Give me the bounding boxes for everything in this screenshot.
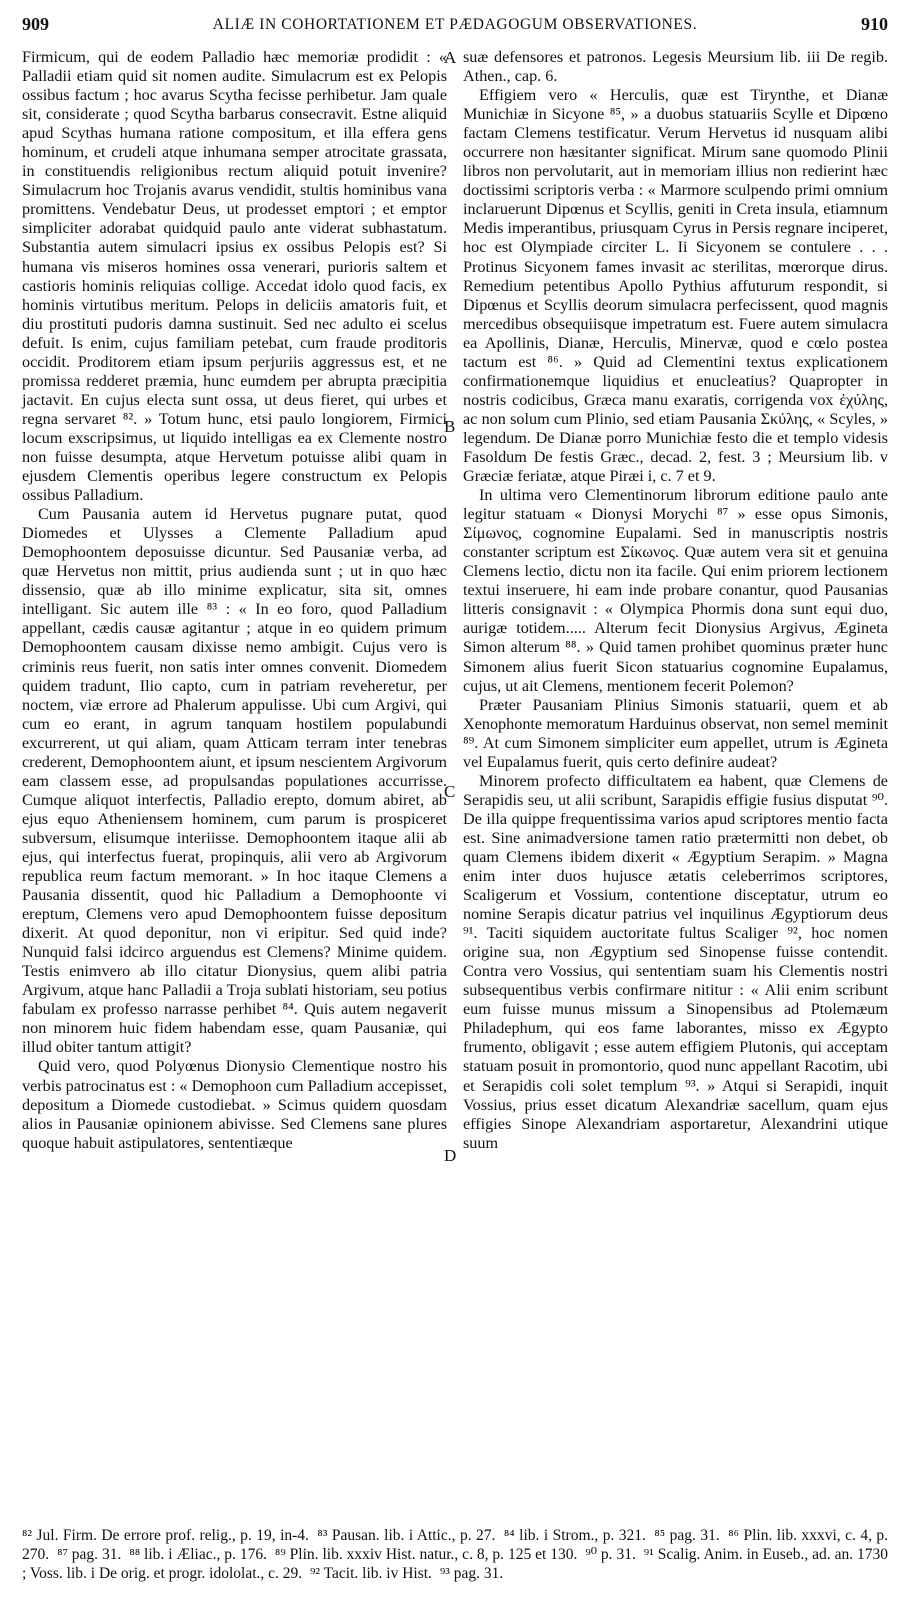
paragraph: Minorem profecto difficultatem ea habent, quæ Clemens de Serapidis seu, ut alii scribunt, Sarapidis effigie fusius disputat ⁹⁰. De illa quippe frequentissima varios apud scriptores mentio facta est. Sine animadversione tamen ratio prætermitti non debet, ob quam Clemens ibidem dixerit « Ægyptium Serapim. » Magna enim inter duos hujusce ætatis celeberrimos scriptores, Scaligerum et Vossium, contentione disceptatur, utrum eo nomine Serapis dicatur patrius vel inquilinus Ægyptiorum deus ⁹¹. Taciti siquidem auctoritate fultus Scaliger ⁹², hoc nomen origine sua, non Ægyptium sed Sinopense fuisse contendit. Contra vero Vossius, qui sententiam suam his Clementis nostri subsequentibus verbis confirmare nititur : « Alii enim scribunt eum fuisse munus missum a Sinopensibus ad Ptolemæum Philadephum, qui eos fame laborantes, misso ex Ægypto frumento, obligavit ; esse autem effigiem Plutonis, qui acceptam statuam posuit in promontorio, quod nunc appellant Racotim, ubi et Serapidis coli solet templum ⁹³. » Atqui si Serapidi, inquit Vossius, prius esset dicatum Alexandriæ sacellum, quam ejus effigies Sinope Alexandriam asportaretur, Alexandrini utique suum: [463, 771, 888, 1152]
paragraph: Effigiem vero « Herculis, quæ est Tirynthe, et Dianæ Munichiæ in Sicyone ⁸⁵, » a duobus statuariis Scylle et Dipœno factam Clemens testificatur. Verum Hervetus id nusquam alibi occurrere non hæsitanter significat. Mirum sane quomodo Plinii libros non pervolutarit, aut in memoriam illius non redierint hæc doctissimi scriptoris verba : « Marmore sculpendo primi omnium inclaruerunt Dipœnus et Scyllis, geniti in Creta insula, etiamnum Medis imperantibus, priusquam Cyrus in Persis regnare inciperet, hoc est Olympiade circiter L. Ii Sicyonem se contulere . . . Protinus Sicyonem fames invasit ac sterilitas, mœrorque dirus. Remedium petentibus Apollo Pythius affuturum respondit, si Dipœnus et Scyllis deorum simulacra perfecissent, quod magnis mercedibus obsequiisque impetratum est. Fuere autem simulacra ea Apollinis, Dianæ, Herculis, Minervæ, quod e cœlo postea tactum est ⁸⁶. » Quid ad Clementini textus explicationem confirmationemque liquidius et enucleatius? Quapropter in nostris codicibus, Græca manu exaratis, corrigenda vox ἐχύλης, ac non solum cum Plinio, sed etiam Pausania Σκύλης, « Scyles, » legendum. De Dianæ porro Munichiæ festo die et templo videsis Fasoldum De festis Græc., decad. 2, fest. 3 ; Meursium lib. v Græciæ feriatæ, atque Piræi i, c. 7 et 9.: [463, 86, 888, 486]
margin-letter-b: B: [444, 417, 456, 436]
footnote: ⁸⁴ lib. i Strom., p. 321.: [503, 1527, 646, 1544]
footnote: ⁸³ Pausan. lib. i Attic., p. 27.: [317, 1527, 496, 1544]
running-title: ALIÆ IN COHORTATIONEM ET PÆDAGOGUM OBSERVATIONES.: [212, 16, 698, 33]
margin-letter-a: A: [444, 48, 457, 67]
footnote: ⁸² Jul. Firm. De errore prof. relig., p. 19, in-4.: [22, 1527, 309, 1544]
footnote: ⁸⁷ pag. 31.: [57, 1546, 122, 1563]
margin-letter-d: D: [444, 1146, 457, 1165]
footnote: ⁸⁶ Plin. lib. xxxvi, c. 4, p. 270.: [22, 1527, 889, 1563]
page-number-right: 910: [861, 14, 888, 34]
footnote: ⁹³ pag. 31.: [439, 1565, 504, 1582]
paragraph: Præter Pausaniam Plinius Simonis statuarii, quem et ab Xenophonte memoratum Harduinus observat, non semel meminit ⁸⁹. At cum Simonem simpliciter eum appellet, utrum is Ægineta vel Eupalamus fuerit, quis certo definire audeat?: [463, 695, 888, 771]
footnote: ⁸⁵ pag. 31.: [654, 1527, 720, 1544]
paragraph: In ultima vero Clementinorum librorum editione paulo ante legitur statuam « Dionysi Morychi ⁸⁷ » esse opus Simonis, Σίμωνος, cognomine Eupalami. Sed in manuscriptis nostris constanter scriptum est Σίκωνος. Quæ autem vera sit et genuina Clemens lectio, dictu non ita facile. Qui enim priorem lectionem textui inseruere, hi eam inde probare conantur, quod Pausanias litteris consignavit : « Olympica Phormis dona sunt equi duo, aurigæ totidem..... Alterum fecit Dionysius Argivus, Ægineta Simon alterum ⁸⁸. » Quid tamen prohibet quominus præter hunc Simonem alius fuerit Sicon statuarius cognomine Eupalamus, cujus, ut ait Clemens, mentionem fecerit Polemon?: [463, 486, 888, 695]
footnote: ⁸⁹ Plin. lib. xxxiv Hist. natur., c. 8, p. 125 et 130.: [274, 1546, 578, 1563]
paragraph: Cum Pausania autem id Hervetus pugnare putat, quod Diomedes et Ulysses a Clemente Palladium apud Demophoontem deposuisse dicuntur. Sed Pausaniæ verba, ad quæ Hervetus non mittit, prius audienda sunt ; ut in quo hæc dissensio, quæ ab illo minime explicatur, sita sit, omnes intelligant. Sic autem ille ⁸³ : « In eo foro, quod Palladium appellant, cædis causæ agitantur ; atque in eo quidem primum Demophoontem causam dixisse nemo ambigit. Cujus vero is criminis reus fuerit, non satis inter omnes convenit. Diomedem quidem tradunt, Ilio capto, cum in patriam reveheretur, per noctem, viæ errore ad Phalerum appulisse. Ubi cum Argivi, qui cum eo erant, in agrum tanquam hostilem populabundi excurrerent, ut qui aliam, quam Atticam terram inter tenebras crederent, Demophoontem aiunt, et ipsum nescientem Argivorum eam classem esse, ad propulsandas populationes accurrisse. Cumque aliquot interfectis, Palladio erepto, domum abiret, ab ejus equo Atheniensem hominem, cum parum is prospiceret subversum, elisumque interiisse. Demophoontem itaque alii ab ejus, qui interfectus fuerat, propinquis, alii vero ab Argivorum republica reum factum memorant. » In hoc itaque Clemens a Pausania dissentit, quod hic Palladium a Demophoonte vi ereptum, Clemens vero apud Demophoontem fuisse depositum dixerit. At quod deponitur, non vi eripitur. Sed quid inde? Nunquid falsi idcirco arguendus est Clemens? Minime quidem. Testis enimvero ab illo citatur Dionysius, quem alibi patria Argivum, atque hanc Palladii a Troja sublati historiam, seu potius fabulam ex professo narrasse perhibet ⁸⁴. Quis autem negaverit non minorem huic fidem habendam esse, quam Pausaniæ, qui illud obiter tantum attigit?: [22, 505, 447, 1057]
footnote: ⁹⁰ p. 31.: [585, 1546, 636, 1563]
margin-letter-c: C: [444, 782, 456, 801]
page-number-left: 909: [22, 14, 49, 34]
paragraph: suæ defensores et patronos. Legesis Meursium lib. iii De regib. Athen., cap. 6.: [463, 48, 888, 86]
paragraph: Firmicum, qui de eodem Palladio hæc memoriæ prodidit : « Palladii etiam quid sit nomen audite. Simulacrum est ex Pelopis ossibus factum ; hoc avarus Scytha fecisse perhibetur. Jam quale sit, considerate ; quod Scytha barbarus consecravit. Estne aliquid apud Scythas humana ratione compositum, et illa effera gens hominum, et crudeli atque inhumana semper atrocitate grassata, in constituendis religionibus rectum aliquid potuit invenire? Simulacrum hoc Trojanis avarus vendidit, stultis hominibus vana promittens. Vendebatur Deus, ut prodesset emptori ; et emptor simpliciter adorabat quidquid paulo ante viderat subhastatum. Substantia autem simulacri ipsius ex ossibus Pelopis est? Si humana vis miseros homines ossa venerari, purioris saltem et castioris hominis reliquias collige. Accedat idolo quod facis, ex hominis virtutibus meritum. Pelops in deliciis amatoris fuit, et diu prostituti pudoris damna sustinuit. Sed nec adulto ei scelus defuit. Is enim, cujus familiam petebat, cum fraude proditoris occidit. Proditorem etiam ipsum perjuriis aggressus est, et ne promissa redderet præmia, hunc eumdem per abrupta præcipitia jactavit. En cujus electa sunt ossa, ut deus fieret, qui urbes et regna servaret ⁸². » Totum hunc, etsi paulo longiorem, Firmici locum exscripsimus, ut liquido intelligas ea ex Clemente nostro non fuisse desumpta, atque Hervetum potuisse alibi quam in ejusdem Clementis operibus legere constructum ex Pelopis ossibus Palladium.: [22, 48, 447, 505]
footnotes: [22, 1526, 888, 1583]
paragraph: Quid vero, quod Polyœnus Dionysio Clementique nostro his verbis patrocinatus est : « Demophoon cum Palladium accepisset, depositum a Diomede custodiebat. » Scimus quidem quosdam alios in Pausaniæ opinionem abivisse. Sed Clemens sane plures quoque habuit astipulatores, sententiæque: [22, 1057, 447, 1152]
page-header: [22, 14, 888, 40]
footnote: ⁹² Tacit. lib. iv Hist.: [310, 1565, 432, 1582]
right-column: [463, 48, 888, 1153]
left-column: [22, 48, 447, 1153]
footnote: ⁸⁸ lib. i Æliac., p. 176.: [129, 1546, 267, 1563]
footnote: ⁹¹ Scalig. Anim. in Euseb., ad. an. 1730 ; Voss. lib. i De orig. et progr. idololat., c. 29.: [22, 1546, 889, 1582]
